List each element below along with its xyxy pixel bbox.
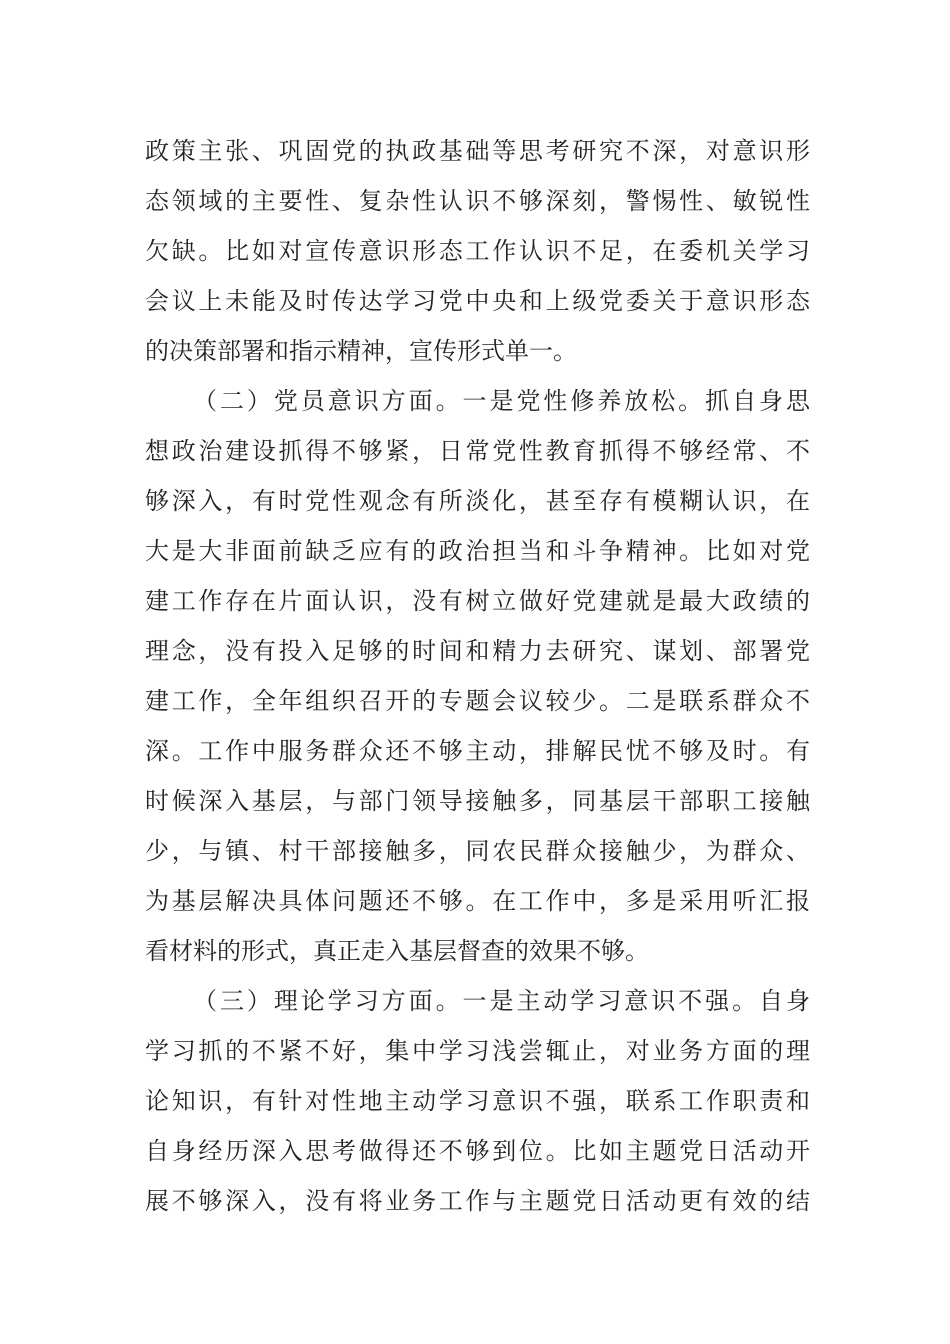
- text-line: 深。工作中服务群众还不够主动，排解民忧不够及时。有: [145, 737, 810, 765]
- text-line: 够深入，有时党性观念有所淡化，甚至存有模糊认识，在: [145, 487, 810, 515]
- text-line: 少，与镇、村干部接触多，同农民群众接触少，为群众、: [145, 837, 810, 865]
- text-line: 自身经历深入思考做得还不够到位。比如主题党日活动开: [145, 1137, 810, 1165]
- text-line: 展不够深入，没有将业务工作与主题党日活动更有效的结: [145, 1187, 810, 1215]
- text-line: （二）党员意识方面。一是党性修养放松。抓自身思: [193, 387, 810, 415]
- text-line: 学习抓的不紧不好，集中学习浅尝辄止，对业务方面的理: [145, 1037, 810, 1065]
- document-body: [145, 126, 810, 1226]
- text-line: 欠缺。比如对宣传意识形态工作认识不足，在委机关学习: [145, 237, 810, 265]
- text-line: 态领域的主要性、复杂性认识不够深刻，警惕性、敏锐性: [145, 187, 810, 215]
- paragraph-theory-study: [145, 976, 810, 1226]
- text-line: 政策主张、巩固党的执政基础等思考研究不深，对意识形: [145, 137, 810, 165]
- text-line: 看材料的形式，真正走入基层督查的效果不够。: [145, 937, 649, 965]
- text-line: 建工作存在片面认识，没有树立做好党建就是最大政绩的: [145, 587, 810, 615]
- text-line: 会议上未能及时传达学习党中央和上级党委关于意识形态: [145, 287, 810, 315]
- text-line: 论知识，有针对性地主动学习意识不强，联系工作职责和: [145, 1087, 810, 1115]
- text-line: 想政治建设抓得不够紧，日常党性教育抓得不够经常、不: [145, 437, 810, 465]
- text-line: 理念，没有投入足够的时间和精力去研究、谋划、部署党: [145, 637, 810, 665]
- paragraph-party-awareness: [145, 376, 810, 976]
- text-line: 时候深入基层，与部门领导接触多，同基层干部职工接触: [145, 787, 810, 815]
- text-line: 的决策部署和指示精神，宣传形式单一。: [145, 337, 577, 365]
- text-line: 大是大非面前缺乏应有的政治担当和斗争精神。比如对党: [145, 537, 810, 565]
- text-line: （三）理论学习方面。一是主动学习意识不强。自身: [193, 987, 810, 1015]
- text-line: 建工作，全年组织召开的专题会议较少。二是联系群众不: [145, 687, 810, 715]
- text-line: 为基层解决具体问题还不够。在工作中，多是采用听汇报: [145, 887, 810, 915]
- paragraph-ideology: [145, 126, 810, 376]
